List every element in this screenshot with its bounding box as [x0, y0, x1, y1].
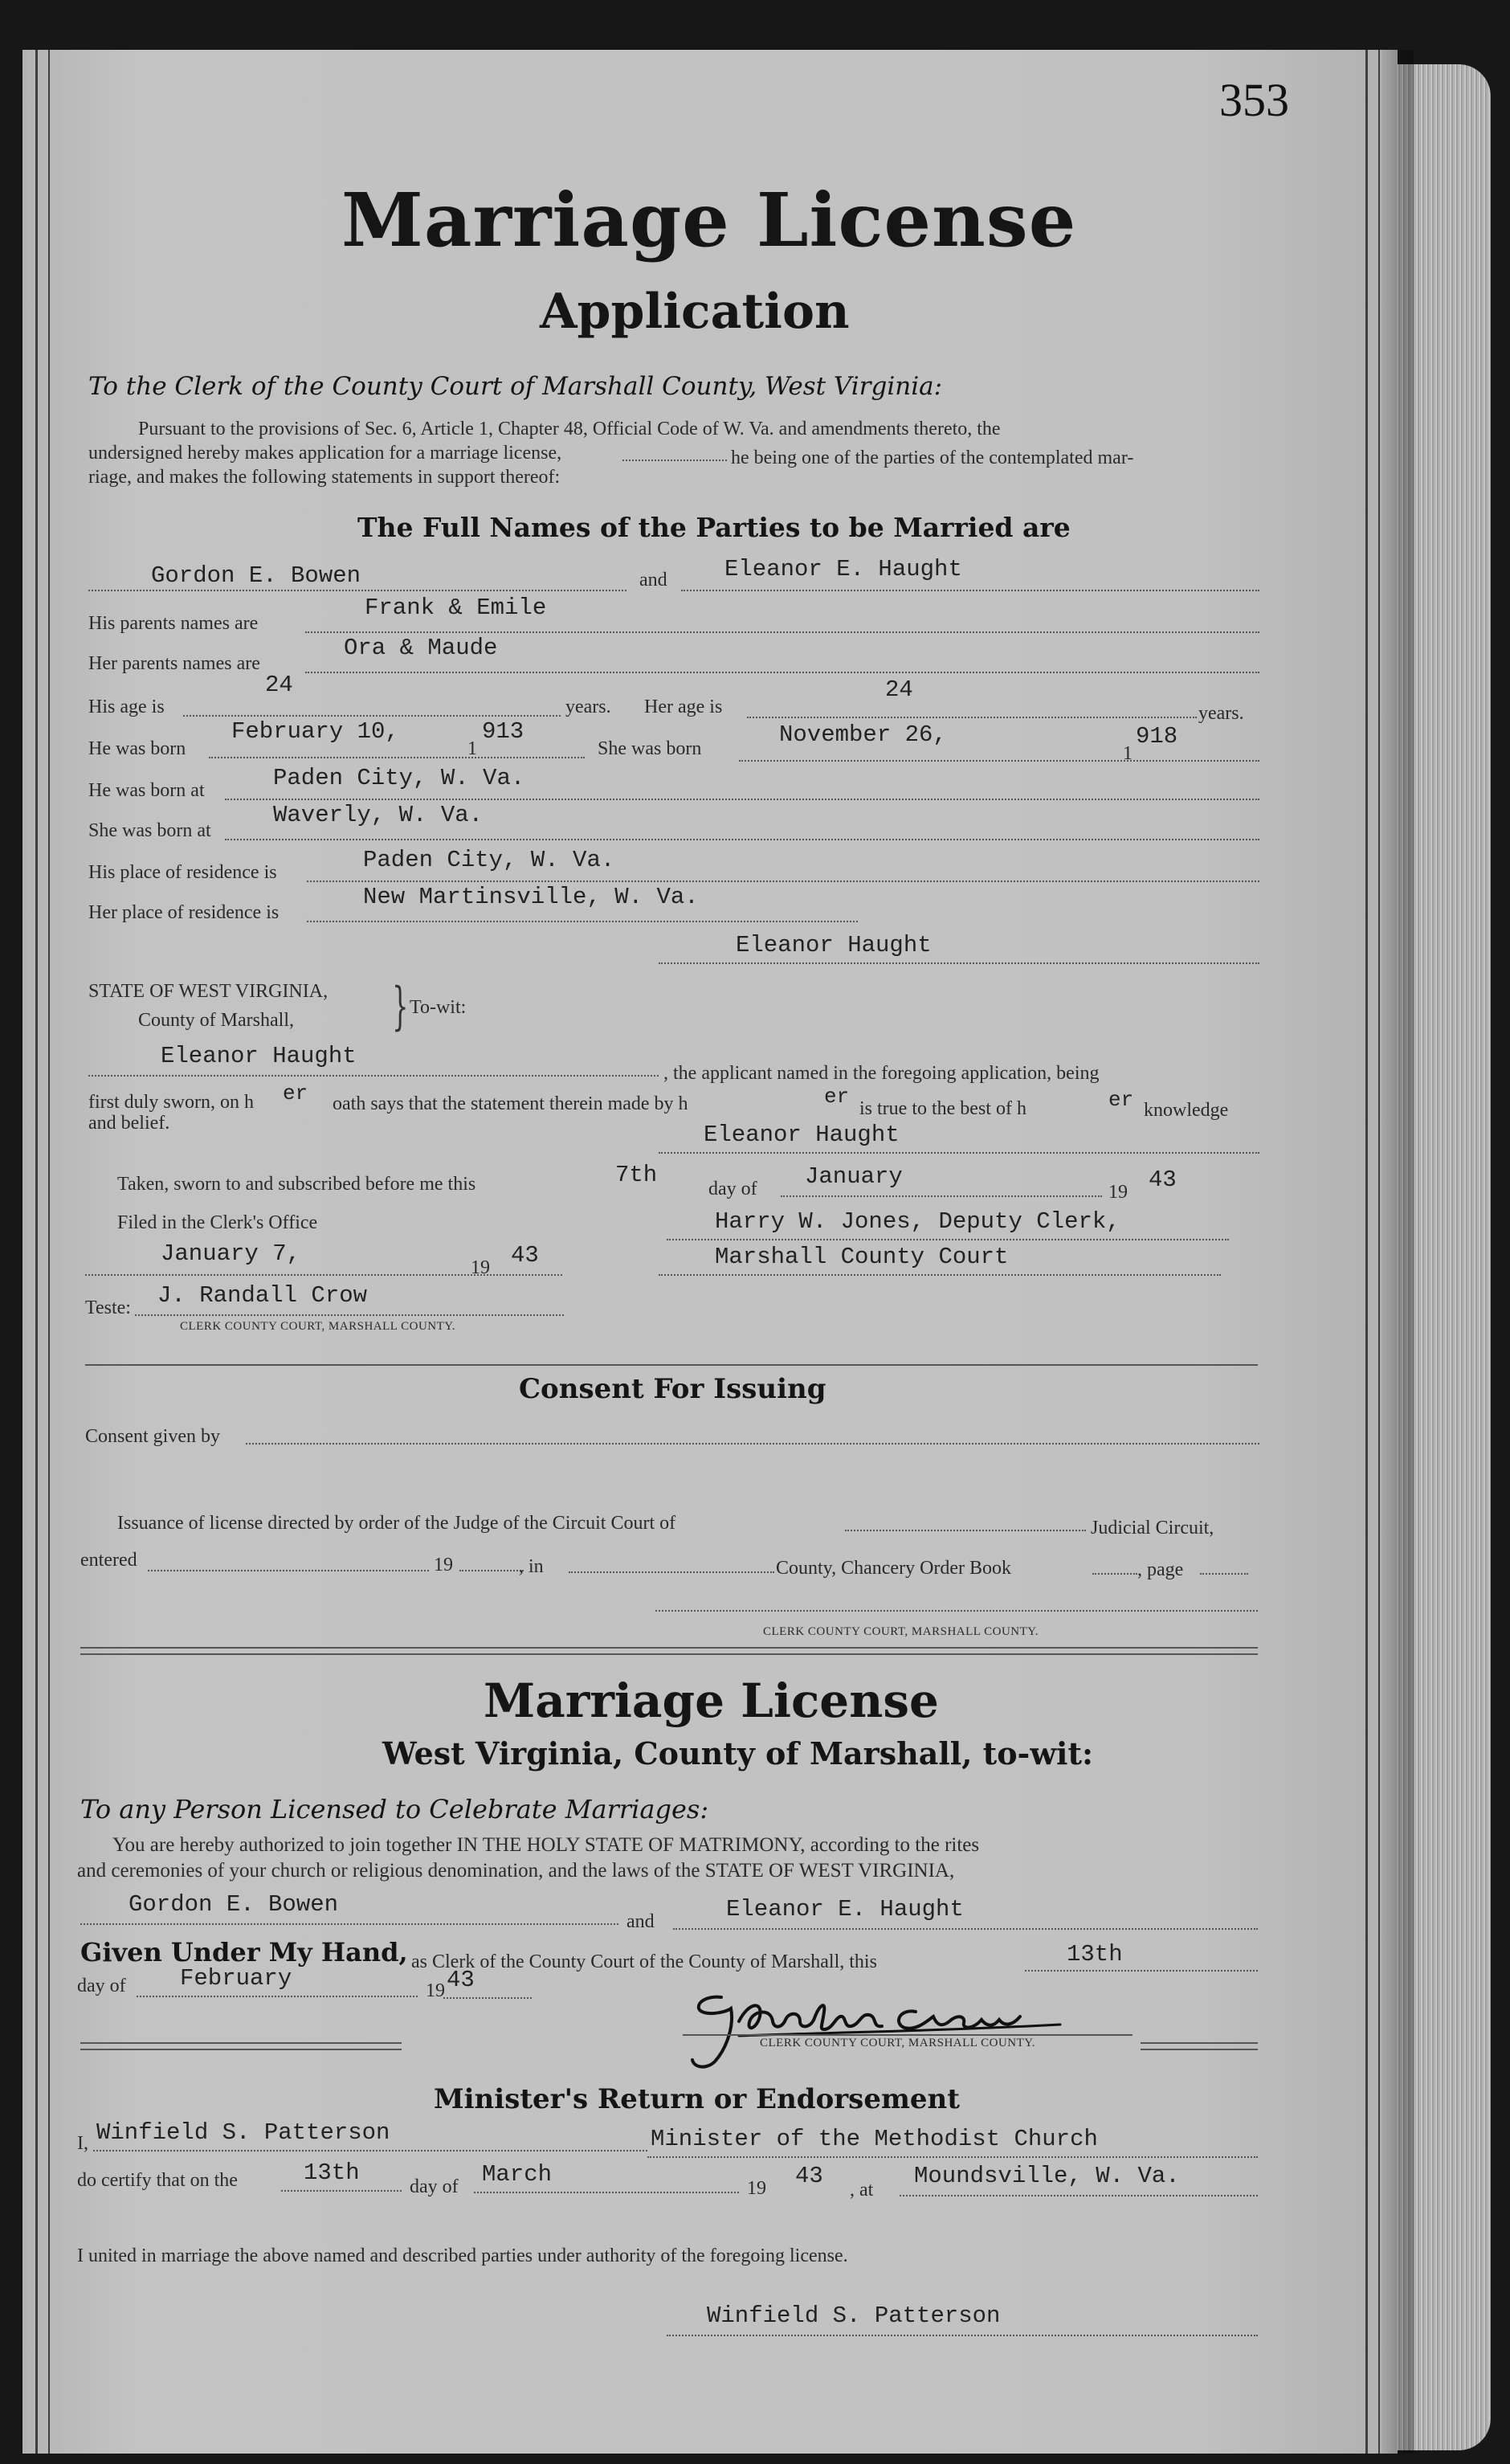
clerk-handwritten-signature: [683, 1984, 1132, 2073]
license-text-1: You are hereby authorized to join together IN THE HOLY STATE OF MATRIMONY, according to the rites: [112, 1834, 980, 1856]
oath-signature-line: [659, 1152, 1259, 1154]
oath-text-1: , the applicant named in the foregoing application, being: [663, 1063, 1100, 1084]
given-day: 13th: [1067, 1941, 1123, 1968]
oath-text-2c: is true to the best of h: [859, 1098, 1026, 1119]
she-born-at: Waverly, W. Va.: [273, 802, 484, 828]
oath-pron-1: er: [283, 1081, 308, 1105]
teste-name: J. Randall Crow: [157, 1282, 368, 1309]
oath-to-wit: To-wit:: [410, 997, 467, 1018]
application-salutation: To the Clerk of the County Court of Marshall County, West Virginia:: [88, 372, 943, 401]
clerk-court: Marshall County Court: [715, 1244, 1009, 1270]
clerk-court-line: [659, 1274, 1221, 1276]
issuance-label: Issuance of license directed by order of the Judge of the Circuit Court of: [117, 1513, 676, 1534]
clerk-name-line: [667, 1239, 1229, 1240]
chancery-label: County, Chancery Order Book: [776, 1558, 1012, 1579]
consent-heading: Consent For Issuing: [519, 1373, 826, 1405]
return-heading: Minister's Return or Endorsement: [434, 2083, 960, 2115]
minister-signature-line: [667, 2335, 1258, 2336]
return-year: 43: [795, 2163, 823, 2189]
intro-blank: [622, 460, 727, 461]
his-parents-line: [305, 631, 1259, 633]
entered-year-line: [459, 1570, 524, 1571]
sworn-year: 43: [1149, 1167, 1177, 1193]
given-label: Given Under My Hand,: [80, 1937, 408, 1968]
her-residence: New Martinsville, W. Va.: [363, 884, 699, 910]
filed-label: Filed in the Clerk's Office: [117, 1212, 318, 1233]
her-residence-line: [307, 921, 858, 922]
section-divider-1: [85, 1364, 1258, 1366]
sworn-day-of-label: day of: [708, 1179, 757, 1199]
his-age-label: His age is: [88, 697, 165, 717]
license-caption: CLERK COUNTY COURT, MARSHALL COUNTY.: [760, 2037, 1035, 2049]
minister-signature: Winfield S. Patterson: [707, 2303, 1001, 2329]
parties-heading: The Full Names of the Parties to be Married are: [357, 512, 1071, 543]
his-residence-label: His place of residence is: [88, 862, 277, 883]
entered-date-line: [148, 1570, 429, 1571]
license-bride: Eleanor E. Haught: [726, 1896, 964, 1923]
teste-label: Teste:: [85, 1297, 131, 1318]
oath-text-2d: knowledge: [1144, 1100, 1229, 1121]
consent-given-label: Consent given by: [85, 1426, 220, 1447]
license-and-label: and: [626, 1911, 655, 1932]
oath-text-2b: oath says that the statement therein made by h: [333, 1093, 688, 1114]
teste-name-line: [135, 1314, 564, 1316]
oath-text-3: and belief.: [88, 1113, 170, 1134]
filed-year-prefix: 19: [471, 1257, 490, 1278]
given-year: 43: [447, 1967, 475, 1993]
his-parents: Frank & Emile: [365, 595, 547, 621]
entered-year-prefix: 19: [434, 1555, 453, 1575]
entered-county-line: [569, 1571, 774, 1573]
her-age: 24: [885, 676, 913, 703]
right-margin-rule-inner: [1378, 50, 1380, 2454]
he-born-year: 913: [482, 718, 524, 745]
her-age-label: Her age is: [644, 697, 723, 717]
oath-pron-3: er: [1108, 1088, 1134, 1112]
given-month-line: [137, 1996, 418, 1997]
issuance-court-line: [845, 1530, 1086, 1531]
right-margin-rule: [1365, 50, 1368, 2454]
given-year-line: [443, 1997, 532, 1999]
section-divider-3a: [80, 2042, 402, 2050]
her-years-label: years.: [1198, 703, 1244, 724]
oath-brace: }: [392, 977, 409, 1036]
left-margin-rule: [35, 50, 38, 2454]
return-day-of-label: day of: [410, 2176, 459, 2197]
intro-line-2: undersigned hereby makes application for a marriage license,: [88, 443, 562, 464]
entered-label: entered: [80, 1550, 137, 1571]
license-bride-line: [673, 1928, 1258, 1930]
entered-in-label: , in: [519, 1556, 544, 1577]
he-born-at: Paden City, W. Va.: [273, 765, 525, 791]
sworn-label: Taken, sworn to and subscribed before me this: [117, 1174, 476, 1195]
his-age-line: [183, 715, 561, 717]
she-born-at-label: She was born at: [88, 820, 211, 841]
minister-title-line: [647, 2156, 1258, 2158]
applicant-signature-line: [659, 962, 1259, 964]
united-text: I united in marriage the above named and described parties under authority of the foregoing license.: [77, 2245, 848, 2266]
oath-state: STATE OF WEST VIRGINIA,: [88, 981, 329, 1002]
license-text-2: and ceremonies of your church or religious denomination, and the laws of the STATE OF WEST VIRGINIA,: [77, 1860, 955, 1882]
given-year-prefix: 19: [426, 1980, 445, 2001]
given-month: February: [180, 1965, 292, 1992]
return-year-prefix: 19: [747, 2178, 766, 2199]
he-born-at-line: [225, 799, 1259, 800]
return-day-line: [281, 2190, 402, 2192]
license-subtitle: West Virginia, County of Marshall, to-wit:: [382, 1735, 1094, 1771]
consent-given-line: [246, 1443, 1259, 1444]
intro-line-2b: he being one of the parties of the contemplated mar-: [731, 447, 1134, 468]
bride-name-line: [681, 590, 1259, 591]
she-born-year: 918: [1136, 723, 1178, 750]
minister-name-line: [93, 2150, 647, 2151]
she-born-date: November 26,: [779, 721, 947, 748]
filed-date: January 7,: [161, 1240, 301, 1267]
her-parents: Ora & Maude: [344, 635, 498, 661]
given-text: as Clerk of the County Court of the County of Marshall, this: [411, 1951, 877, 1972]
applicant-signature: Eleanor Haught: [736, 932, 932, 958]
minister-name: Winfield S. Patterson: [96, 2119, 390, 2146]
license-salutation: To any Person Licensed to Celebrate Marriages:: [80, 1794, 709, 1825]
chancery-page-label: , page: [1137, 1559, 1184, 1580]
teste-caption: CLERK COUNTY COURT, MARSHALL COUNTY.: [180, 1320, 455, 1333]
filed-date-line: [85, 1274, 562, 1276]
oath-applicant: Eleanor Haught: [161, 1043, 357, 1069]
minister-title: Minister of the Methodist Church: [651, 2126, 1098, 2152]
return-day: 13th: [304, 2160, 360, 2186]
chancery-page-line: [1200, 1573, 1248, 1575]
his-years-label: years.: [565, 697, 611, 717]
section-divider-2: [80, 1647, 1258, 1655]
application-title: Marriage License: [341, 177, 1077, 264]
her-parents-line: [305, 672, 1259, 673]
sworn-year-prefix: 19: [1108, 1182, 1128, 1203]
oath-pron-2: er: [824, 1085, 850, 1109]
groom-name-line: [88, 590, 626, 591]
oath-applicant-line: [88, 1075, 659, 1077]
his-age: 24: [265, 672, 293, 698]
certify-label: do certify that on the: [77, 2170, 238, 2191]
he-born-century: 1: [467, 738, 477, 759]
left-margin-rule-inner: [48, 50, 50, 2454]
return-month-line: [474, 2192, 739, 2193]
his-parents-label: His parents names are: [88, 613, 259, 634]
license-groom: Gordon E. Bowen: [129, 1891, 339, 1918]
oath-signature: Eleanor Haught: [704, 1122, 900, 1148]
return-at-label: , at: [850, 2180, 874, 2200]
his-residence-line: [307, 881, 1259, 882]
bride-name: Eleanor E. Haught: [724, 556, 962, 582]
oath-text-2a: first duly sworn, on h: [88, 1092, 254, 1113]
oath-county: County of Marshall,: [138, 1010, 294, 1031]
she-born-century: 1: [1123, 743, 1132, 764]
given-day-of-label: day of: [77, 1976, 126, 1996]
section-divider-3b: [1141, 2042, 1258, 2050]
consent-caption: CLERK COUNTY COURT, MARSHALL COUNTY.: [763, 1625, 1039, 1638]
groom-name: Gordon E. Bowen: [151, 562, 361, 589]
return-place: Moundsville, W. Va.: [914, 2163, 1180, 2189]
clerk-name: Harry W. Jones, Deputy Clerk,: [715, 1208, 1120, 1235]
given-day-line: [1025, 1970, 1258, 1972]
intro-line-3: riage, and makes the following statements in support thereof:: [88, 467, 561, 488]
names-and-label: and: [639, 570, 667, 590]
return-i-label: I,: [77, 2133, 88, 2154]
license-groom-line: [80, 1923, 618, 1925]
return-month: March: [482, 2161, 553, 2188]
his-residence: Paden City, W. Va.: [363, 847, 615, 873]
license-signature-line: [683, 2034, 1132, 2036]
application-subtitle: Application: [540, 284, 850, 340]
her-parents-label: Her parents names are: [88, 653, 260, 674]
she-born-label: She was born: [598, 738, 702, 759]
intro-line-1: Pursuant to the provisions of Sec. 6, Article 1, Chapter 48, Official Code of W. Va. and amendments thereto, the: [138, 419, 1001, 439]
filed-year: 43: [511, 1242, 539, 1269]
she-born-at-line: [225, 839, 1259, 840]
sworn-month-line: [781, 1195, 1102, 1197]
return-place-line: [900, 2195, 1258, 2196]
he-born-line: [209, 757, 585, 758]
page-number: 353: [1219, 74, 1289, 126]
page-gutter-shadow: [1381, 50, 1414, 2454]
she-born-line: [739, 760, 1259, 762]
he-born-at-label: He was born at: [88, 780, 205, 801]
her-residence-label: Her place of residence is: [88, 902, 280, 923]
her-age-line: [747, 717, 1197, 718]
sworn-day: 7th: [615, 1162, 658, 1188]
chancery-book-line: [1092, 1573, 1137, 1575]
license-title: Marriage License: [484, 1673, 939, 1728]
consent-signature-line: [655, 1610, 1258, 1612]
sworn-month: January: [805, 1163, 903, 1190]
he-born-label: He was born: [88, 738, 186, 759]
judicial-label: Judicial Circuit,: [1091, 1518, 1214, 1538]
he-born-date: February 10,: [231, 718, 399, 745]
